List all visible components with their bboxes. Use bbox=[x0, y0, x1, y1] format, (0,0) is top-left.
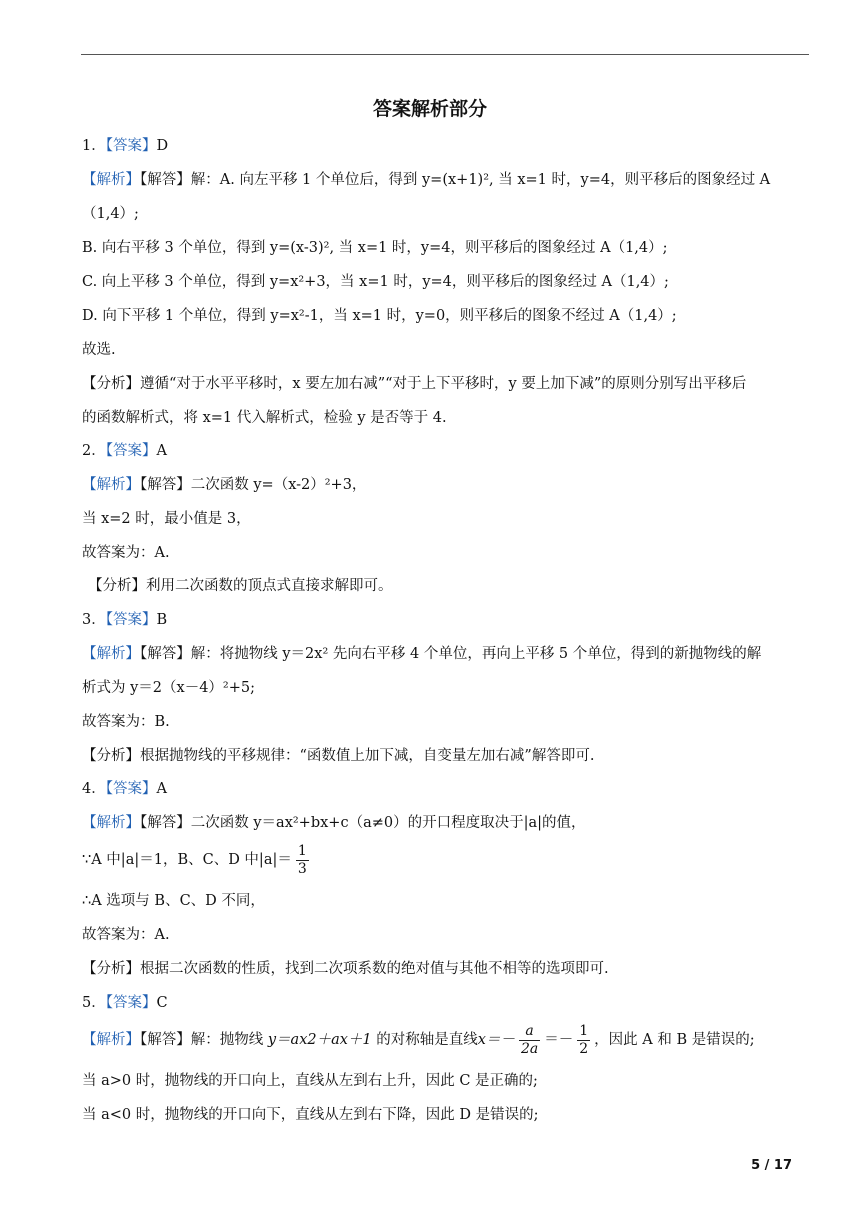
fraction-one-half: $\frac{1}{2}$ bbox=[579, 1022, 589, 1057]
q1-solution-line: B. 向右平移 3 个单位，得到 y=(x-3)², 当 x=1 时，y=4，则平移后的图象经过 A（1,4）; bbox=[82, 240, 668, 256]
q4-answer: 4．【答案】A bbox=[82, 781, 167, 797]
q2-analysis: 【分析】利用二次函数的顶点式直接求解即可。 bbox=[88, 578, 393, 594]
fraction-one-third: $\frac{1}{3}$ bbox=[297, 842, 307, 877]
q5-solution-line: 【解析】【解答】解：抛物线 y＝ax2＋ax＋1 的对称轴是直线x＝－ $\frac{a}{2a}$ ＝－ $\frac{1}{2}$ ，因此 A 和 B 是错误的; bbox=[82, 1022, 755, 1057]
q1-analysis: 的函数解析式，将 x=1 代入解析式，检验 y 是否等于 4. bbox=[82, 410, 447, 426]
q4-solution-line: ∴A 选项与 B、C、D 不同， bbox=[82, 893, 265, 909]
q2-solution-line: 当 x=2 时，最小值是 3， bbox=[82, 511, 251, 527]
q1-analysis: 【分析】遵循“对于水平平移时，x 要左加右减”“对于上下平移时，y 要上加下减”的原则分别写出平移后 bbox=[82, 376, 747, 392]
q3-solution-line: 析式为 y＝2（x－4）²+5; bbox=[82, 680, 256, 696]
q1-conclusion: 故选. bbox=[82, 342, 116, 358]
page-title: 答案解析部分 bbox=[372, 98, 487, 120]
q1-solution-line: C. 向上平移 3 个单位，得到 y=x²+3，当 x=1 时，y=4，则平移后的图象经过 A（1,4）; bbox=[82, 274, 669, 290]
fraction-a-over-2a: $\frac{a}{2a}$ bbox=[520, 1022, 539, 1057]
q3-answer: 3．【答案】B bbox=[82, 612, 168, 628]
q2-answer: 2．【答案】A bbox=[82, 443, 167, 459]
q2-solution-line: 【解析】【解答】二次函数 y=（x-2）²+3， bbox=[82, 477, 367, 493]
q4-analysis: 【分析】根据二次函数的性质，找到二次项系数的绝对值与其他不相等的选项即可. bbox=[82, 961, 609, 977]
q1-answer: 1．【答案】D bbox=[82, 138, 169, 154]
q1-solution-line: 【解析】【解答】解：A. 向左平移 1 个单位后，得到 y=(x+1)², 当 x=1 时，y=4，则平移后的图象经过 A bbox=[82, 172, 771, 188]
q2-conclusion: 故答案为：A. bbox=[82, 545, 170, 561]
q1-solution-line: D. 向下平移 1 个单位，得到 y=x²-1，当 x=1 时，y=0，则平移后的图象不经过 A（1,4）; bbox=[82, 308, 677, 324]
q3-analysis: 【分析】根据抛物线的平移规律：“函数值上加下减，自变量左加右减”解答即可. bbox=[82, 748, 595, 764]
q5-answer: 5．【答案】C bbox=[82, 995, 168, 1011]
q3-conclusion: 故答案为：B. bbox=[82, 714, 170, 730]
page-number: 5 / 17 bbox=[751, 1158, 792, 1173]
q3-solution-line: 【解析】【解答】解：将抛物线 y＝2x² 先向右平移 4 个单位，再向上平移 5 个单位，得到的新抛物线的解 bbox=[82, 646, 762, 662]
q4-solution-line: ∵A 中|a|＝1，B、C、D 中|a|＝ $\frac{1}{3}$ bbox=[82, 842, 307, 877]
q5-solution-line: 当 a>0 时，抛物线的开口向上，直线从左到右上升，因此 C 是正确的; bbox=[82, 1073, 538, 1089]
q5-solution-line: 当 a<0 时，抛物线的开口向下，直线从左到右下降，因此 D 是错误的; bbox=[82, 1107, 539, 1123]
q4-solution-line: 【解析】【解答】二次函数 y＝ax²+bx+c（a≠0）的开口程度取决于|a|的值， bbox=[82, 815, 586, 831]
header-rule bbox=[81, 54, 809, 55]
q4-conclusion: 故答案为：A. bbox=[82, 927, 170, 943]
q1-solution-line: （1,4）; bbox=[82, 206, 139, 222]
